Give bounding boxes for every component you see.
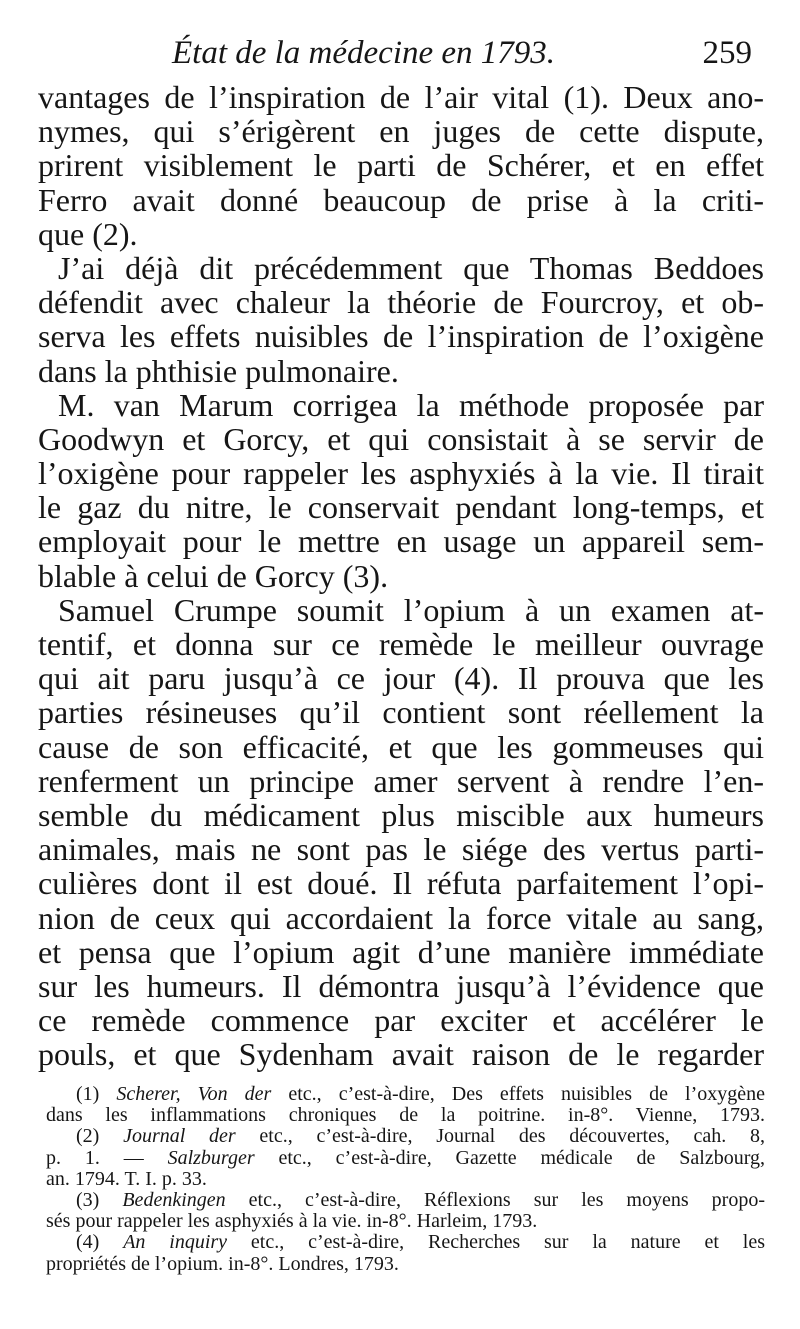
footnote-line: propriétés de l’opium. in-8°. Londres, 1793. [46, 1252, 399, 1275]
footnote-line: sés pour rappeler les asphyxiés à la vie. in-8°. Harleim, 1793. [46, 1210, 538, 1233]
text-line: nion de ceux qui accordaient la force vitale au sang, [38, 899, 764, 936]
text-line: renferment un principe amer servent à rendre l’en- [38, 762, 764, 799]
text-line: qui ait paru jusqu’à ce jour (4). Il prouva que les [38, 660, 764, 697]
text-line: culières dont il est doué. Il réfuta parfaitement l’opi- [38, 865, 764, 902]
text-line: que (2). [38, 215, 138, 252]
text-line: tentif, et donna sur ce remède le meilleur ouvrage [38, 626, 764, 662]
text-line: vantages de l’inspiration de l’air vital (1). Deux ano- [38, 79, 764, 115]
footnote-line: (4) An inquiry etc., c’est-à-dire, Recherches sur la nature et les [76, 1231, 765, 1254]
text-line: Ferro avait donné beaucoup de prise à la criti- [38, 181, 764, 218]
footnotes [46, 1083, 765, 1275]
footnote-line: p. 1. — Salzburger etc., c’est-à-dire, Gazette médicale de Salzbourg, [46, 1146, 765, 1169]
text-line: prirent visiblement le parti de Schérer, et en effet [38, 147, 764, 184]
text-line: blable à celui de Gorcy (3). [38, 557, 389, 594]
text-line: cause de son efficacité, et que les gommeuses qui [38, 728, 764, 765]
footnote-line: an. 1794. T. I. p. 33. [46, 1167, 207, 1190]
text-line: employait pour le mettre en usage un appareil sem- [38, 523, 764, 560]
text-line: animales, mais ne sont pas le siége des vertus parti- [38, 831, 764, 868]
text-line: et pensa que l’opium agit d’une manière immédiate [38, 933, 764, 970]
footnote-line: (3) Bedenkingen etc., c’est-à-dire, Réflexions sur les moyens propo- [76, 1188, 765, 1211]
text-line: pouls, et que Sydenham avait raison de le regarder [38, 1036, 764, 1073]
text-line: serva les effets nuisibles de l’inspiration de l’oxigène [38, 318, 764, 355]
footnote-line: dans les inflammations chroniques de la poitrine. in-8°. Vienne, 1793. [46, 1104, 765, 1127]
text-line: dans la phthisie pulmonaire. [38, 352, 399, 389]
text-line: Goodwyn et Gorcy, et qui consistait à se servir de [38, 420, 764, 457]
text-line: parties résineuses qu’il contient sont réellement la [38, 694, 764, 731]
page-number: 259 [702, 35, 752, 71]
text-line: nymes, qui s’érigèrent en juges de cette dispute, [38, 113, 764, 150]
running-title: État de la médecine en 1793. [172, 35, 556, 71]
text-line: ce remède commence par exciter et accélérer le [38, 1002, 764, 1039]
footnote-line: (1) Scherer, Von der etc., c’est-à-dire, Des effets nuisibles de l’oxygène [76, 1083, 765, 1105]
text-line: l’oxigène pour rappeler les asphyxiés à la vie. Il tirait [38, 455, 764, 492]
paragraph-start: J’ai déjà dit précédemment que Thomas Beddoes [58, 249, 764, 286]
paragraph-start: Samuel Crumpe soumit l’opium à un examen at- [58, 591, 764, 628]
text-line: défendit avec chaleur la théorie de Fourcroy, et ob- [38, 284, 764, 321]
running-head [160, 30, 760, 76]
text-line: le gaz du nitre, le conservait pendant long-temps, et [38, 489, 764, 526]
paragraph-start: M. van Marum corrigea la méthode proposée par [58, 386, 764, 423]
text-line: sur les humeurs. Il démontra jusqu’à l’évidence que [38, 967, 764, 1004]
body-text [38, 80, 764, 1071]
footnote-line: (2) Journal der etc., c’est-à-dire, Journal des découvertes, cah. 8, [76, 1125, 765, 1148]
text-line: semble du médicament plus miscible aux humeurs [38, 796, 764, 833]
